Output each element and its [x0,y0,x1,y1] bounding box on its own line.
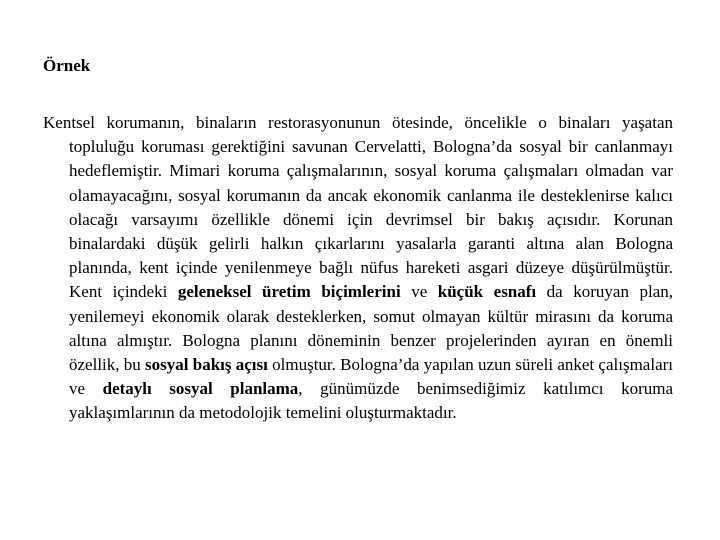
paragraph-text-5: , günümüzde benimsediğimiz katılımcı koruma yaklaşımlarının da metodolojik temelini oluşturmaktadır. [69,379,674,423]
bold-phrase-detailed-social-planning: detaylı sosyal planlama [102,379,299,399]
bold-phrase-traditional-production: geleneksel üretim biçimlerini [177,282,401,302]
bold-phrase-small-artisans: küçük esnafı [437,282,537,302]
paragraph-text-4: olmuştur. Bologna’da yapılan uzun süreli anket çalışmaları ve [69,355,674,399]
body-paragraph [43,111,673,426]
bold-phrase-social-perspective: sosyal bakış açısı [145,355,268,375]
paragraph-text-1: Kentsel korumanın, binaların restorasyonunun ötesinde, öncelikle o binaları yaşatan topluluğu koruması gerektiğini savunan Cervelatti, Bologna’da sosyal bir canlanmayı hedeflemiştir. Mimari koruma çalışmalarının, sosyal koruma çalışmaları olmadan var olamayacağını, sosyal korumanın da ancak ekonomik canlanma ile desteklenirse kalıcı olacağı varsayımı özellikle dönemi için devrimsel bir bakış açısıdır. Korunan binalardaki düşük gelirli halkın çıkarlarını yasalarla garanti altına alan Bologna planında, kent içinde yenilenmeye bağlı nüfus hareketi asgari düzeye düşürülmüştür. Kent içindeki [43,113,673,302]
paragraph-text-2: ve [400,282,438,302]
heading: Örnek [43,56,91,75]
paragraph-text-3: da koruyan plan, yenilemeyi ekonomik olarak desteklerken, somut olmayan kültür mirasını da koruma altına almıştır. Bologna planını döneminin benzer projelerinden ayıran en önemli özellik, bu [69,282,673,375]
